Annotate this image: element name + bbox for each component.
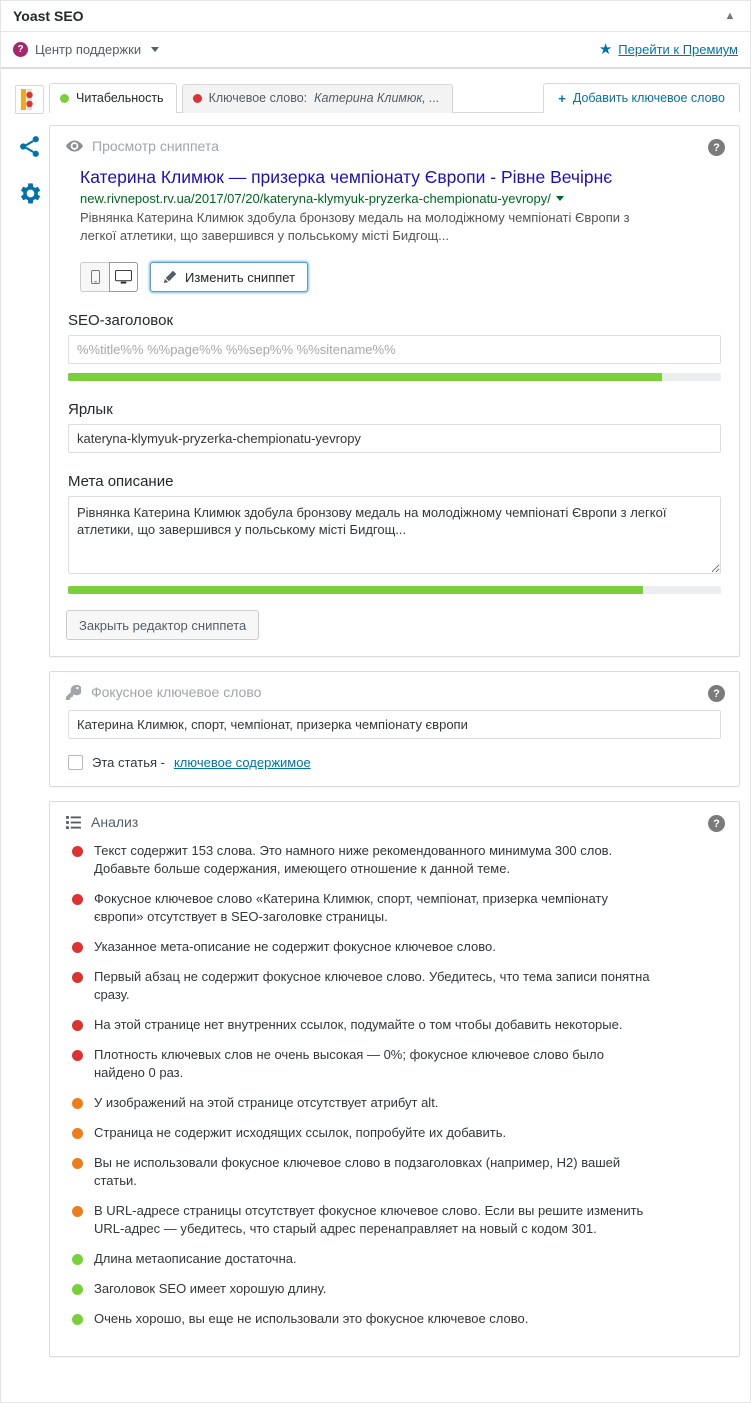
postbox-header [1,1,750,32]
pencil-icon [163,270,177,284]
analysis-item [72,890,719,926]
eye-icon [66,140,83,152]
analysis-header [66,814,723,830]
meta-description-label: Мета описание [68,473,174,490]
cornerstone-label: Эта статья - [92,755,165,770]
analysis-item [72,968,719,1004]
mobile-icon [91,270,100,284]
star-icon: ★ [598,41,613,58]
page-title: Yoast SEO [13,8,84,24]
help-button[interactable]: ? [708,815,725,832]
analysis-item [72,1250,719,1268]
tab-keyword-value: Катерина Климюк, ... [314,91,440,105]
status-dot-icon [72,1158,83,1169]
analysis-item-text: Указанное мета-описание не содержит фокусное ключевое слово. [94,939,496,954]
tab-bar [49,83,740,113]
analysis-item-text: Плотность ключевых слов не очень высокая — 0%; фокусное ключевое слово было найдено 0 раз. [94,1047,604,1080]
focus-keyword-header [66,684,723,700]
sidebar-rail [9,83,49,1385]
slug-field [66,401,723,453]
analysis-item-text: Первый абзац не содержит фокусное ключевое слово. Убедитесь, что тема записи понятна сразу. [94,969,650,1002]
focus-keyword-card [49,671,740,787]
status-dot-icon [72,1206,83,1217]
tab-panels [49,112,740,1385]
question-mark-icon: ? [13,42,28,57]
analysis-item [72,1280,719,1298]
edit-snippet-label: Изменить сниппет [185,269,296,285]
slug-label: Ярлык [68,401,113,418]
analysis-item-text: Заголовок SEO имеет хорошую длину. [94,1281,327,1296]
analysis-item-text: Текст содержит 153 слова. Это намного ниже рекомендованного минимума 300 слов. Добавьте больше содержания, имеющего отношение к данной теме. [94,843,613,876]
sidebar-item-seo[interactable] [15,85,44,114]
add-keyword-button[interactable] [543,83,740,113]
analysis-card [49,801,740,1357]
desktop-icon [115,270,132,284]
snippet-title: Катерина Климюк — призерка чемпіонату Європи - Рівне Вечірнє [80,167,613,187]
analysis-item-text: У изображений на этой странице отсутствует атрибут alt. [94,1095,439,1110]
key-icon [66,685,81,700]
tab-readability[interactable] [49,83,177,113]
meta-description-field [66,473,723,594]
share-icon [17,134,42,159]
status-dot-icon [72,1284,83,1295]
tab-readability-label: Читабельность [76,90,164,105]
seo-title-progress [68,373,721,381]
chevron-up-icon[interactable]: ▲ [724,10,736,22]
analysis-item [72,1310,719,1328]
status-dot-icon [72,846,83,857]
support-menu-button[interactable] [13,42,159,57]
close-snippet-editor-button[interactable] [66,610,259,640]
go-premium-label: Перейти к Премиум [618,42,738,57]
metabox-content [49,83,740,1385]
snippet-card-header [66,138,723,154]
analysis-item-text: Фокусное ключевое слово «Катерина Климюк, спорт, чемпіонат, призерка чемпіонату європи» отсутствует в SEO-заголовке страницы. [94,891,609,924]
status-dot-icon [72,972,83,983]
snippet-controls [66,262,723,292]
snippet-url: new.rivnepost.rv.ua/2017/07/20/kateryna-klymyuk-pryzerka-chempionatu-yevropy/ [80,191,551,206]
analysis-item-text: Вы не использовали фокусное ключевое слово в подзаголовках (например, H2) вашей статьи. [94,1155,621,1188]
cornerstone-row [66,755,723,770]
support-bar [1,32,750,69]
gear-icon [16,180,43,207]
support-menu-label: Центр поддержки [35,42,142,57]
status-dot-icon [72,894,83,905]
cornerstone-link[interactable]: ключевое содержимое [173,755,311,770]
analysis-item [72,842,719,878]
analysis-item-text: Длина метаописание достаточна. [94,1251,297,1266]
help-button[interactable]: ? [708,685,725,702]
close-editor-wrap [66,610,723,640]
preview-mode-group [80,262,138,292]
focus-keyword-input-wrap [66,710,723,739]
analysis-item [72,1046,719,1082]
status-dot-icon [60,94,69,103]
snippet-url-row [80,190,723,207]
close-snippet-editor-label: Закрыть редактор сниппета [79,617,247,633]
seo-title-input[interactable] [68,335,721,364]
analysis-item-text: В URL-адресе страницы отсутствует фокусное ключевое слово. Если вы решите изменить URL-адрес — убедитесь, что старый адрес перенаправляет на новый с кодом 301. [94,1203,644,1236]
status-dot-icon [72,1020,83,1031]
slug-input[interactable] [68,424,721,453]
cornerstone-checkbox[interactable] [68,755,83,770]
analysis-item-text: На этой странице нет внутренних ссылок, подумайте о том чтобы добавить некоторые. [94,1017,623,1032]
meta-description-input[interactable] [68,496,721,574]
seo-title-field [66,312,723,381]
analysis-item [72,1016,719,1034]
add-keyword-label: Добавить ключевое слово [572,91,725,105]
status-dot-icon [72,942,83,953]
desktop-preview-button[interactable] [109,262,138,292]
focus-keyword-input[interactable] [68,710,721,739]
focus-keyword-title: Фокусное ключевое слово [91,684,262,700]
status-dot-icon [72,1314,83,1325]
mobile-preview-button[interactable] [80,262,109,292]
snippet-preview-card [49,125,740,657]
status-dot-icon [193,94,202,103]
status-dot-icon [72,1254,83,1265]
sidebar-item-settings[interactable] [15,179,44,208]
status-dot-icon [72,1098,83,1109]
analysis-item [72,1154,719,1190]
analysis-item [72,1124,719,1142]
help-button[interactable]: ? [708,139,725,156]
seo-bar-icon [21,89,38,110]
meta-description-progress [68,586,721,594]
caret-down-icon [151,47,159,52]
analysis-item-text: Очень хорошо, вы еще не использовали это фокусное ключевое слово. [94,1311,529,1326]
tab-keyword[interactable] [182,84,453,113]
caret-down-icon [556,196,564,201]
metabox-body [1,69,750,1395]
analysis-item [72,1094,719,1112]
analysis-item-text: Страница не содержит исходящих ссылок, попробуйте их добавить. [94,1125,507,1140]
status-dot-icon [72,1050,83,1061]
sidebar-item-social[interactable] [15,132,44,161]
analysis-item [72,1202,719,1238]
snippet-description: Рівнянка Катерина Климюк здобула бронзову медаль на молодіжному чемпіонаті Європи з легкої атлетики, що завершився у польському місті Бидгощ... [80,210,630,243]
analysis-item [72,938,719,956]
snippet-preview[interactable] [66,160,723,246]
edit-snippet-button[interactable] [150,262,308,292]
seo-title-label: SEO-заголовок [68,312,174,329]
go-premium-link[interactable] [599,42,738,57]
plus-icon: + [558,90,566,106]
status-dot-icon [72,1128,83,1139]
analysis-list [66,842,723,1328]
snippet-card-title: Просмотр сниппета [92,138,219,154]
analysis-title: Анализ [91,814,139,830]
tab-keyword-prefix: Ключевое слово: [208,91,308,105]
list-icon [66,816,81,829]
